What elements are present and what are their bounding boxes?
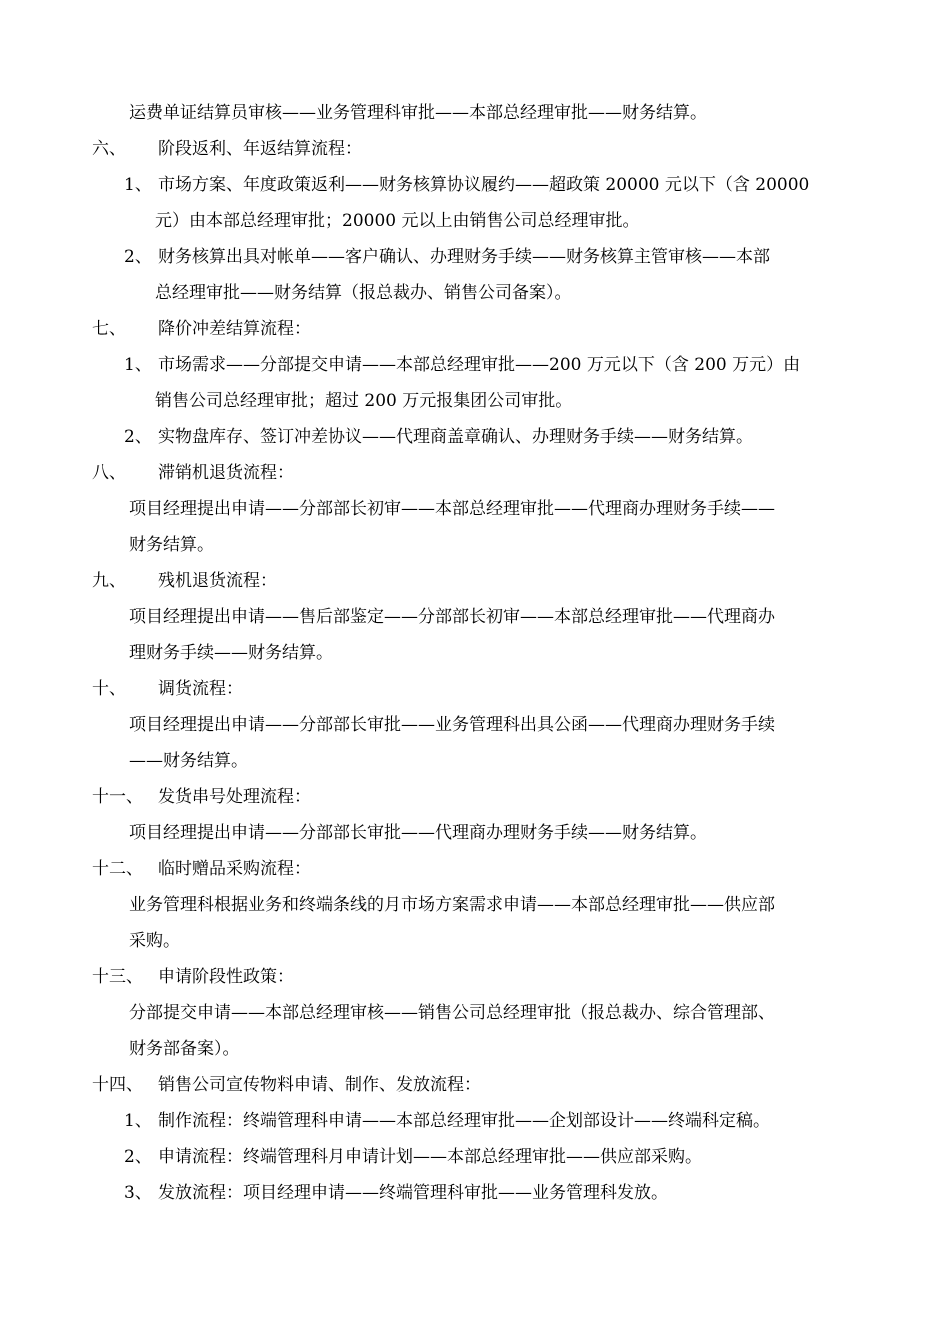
line-text: 财务结算。 bbox=[129, 535, 214, 555]
item-number: 十、 bbox=[92, 679, 126, 699]
paragraph-line bbox=[0, 743, 950, 779]
numbered-item bbox=[0, 1139, 950, 1175]
item-number: 七、 bbox=[92, 319, 126, 339]
line-text: 调货流程： bbox=[158, 679, 243, 699]
item-number: 1、 bbox=[124, 355, 152, 375]
numbered-item bbox=[0, 1103, 950, 1139]
line-text: 销售公司总经理审批；超过 200 万元报集团公司审批。 bbox=[155, 391, 573, 411]
paragraph-line bbox=[0, 491, 950, 527]
line-text: 业务管理科根据业务和终端条线的月市场方案需求申请——本部总经理审批——供应部 bbox=[129, 895, 775, 915]
paragraph-line bbox=[0, 995, 950, 1031]
item-number: 八、 bbox=[92, 463, 126, 483]
line-text: 阶段返利、年返结算流程： bbox=[158, 139, 362, 159]
line-text: 理财务手续——财务结算。 bbox=[129, 643, 333, 663]
line-text: 实物盘库存、签订冲差协议——代理商盖章确认、办理财务手续——财务结算。 bbox=[158, 427, 753, 447]
paragraph-line bbox=[0, 887, 950, 923]
line-text: 运费单证结算员审核——业务管理科审批——本部总经理审批——财务结算。 bbox=[129, 103, 707, 123]
section-heading bbox=[0, 671, 950, 707]
paragraph-line bbox=[0, 599, 950, 635]
item-number: 九、 bbox=[92, 571, 126, 591]
line-text: 采购。 bbox=[129, 931, 180, 951]
section-heading bbox=[0, 1067, 950, 1103]
line-text: 发货串号处理流程： bbox=[158, 787, 311, 807]
line-text: 制作流程：终端管理科申请——本部总经理审批——企划部设计——终端科定稿。 bbox=[158, 1111, 770, 1131]
item-number: 六、 bbox=[92, 139, 126, 159]
line-text: 申请流程：终端管理科月申请计划——本部总经理审批——供应部采购。 bbox=[158, 1147, 702, 1167]
item-number: 2、 bbox=[124, 247, 152, 267]
paragraph-line bbox=[0, 815, 950, 851]
section-heading bbox=[0, 311, 950, 347]
paragraph-line bbox=[0, 383, 950, 419]
line-text: 总经理审批——财务结算（报总裁办、销售公司备案）。 bbox=[155, 283, 572, 303]
numbered-item bbox=[0, 419, 950, 455]
paragraph-line bbox=[0, 635, 950, 671]
section-heading bbox=[0, 851, 950, 887]
item-number: 1、 bbox=[124, 1111, 152, 1131]
line-text: 残机退货流程： bbox=[158, 571, 277, 591]
section-heading bbox=[0, 455, 950, 491]
item-number: 2、 bbox=[124, 427, 152, 447]
item-number: 十四、 bbox=[92, 1075, 143, 1095]
line-text: 申请阶段性政策： bbox=[158, 967, 294, 987]
section-heading bbox=[0, 779, 950, 815]
line-text: 滞销机退货流程： bbox=[158, 463, 294, 483]
line-text: ——财务结算。 bbox=[129, 751, 248, 771]
paragraph-line bbox=[0, 707, 950, 743]
document-page bbox=[0, 95, 950, 1211]
line-text: 财务部备案）。 bbox=[129, 1039, 240, 1059]
line-text: 项目经理提出申请——分部部长初审——本部总经理审批——代理商办理财务手续—— bbox=[129, 499, 775, 519]
line-text: 项目经理提出申请——售后部鉴定——分部部长初审——本部总经理审批——代理商办 bbox=[129, 607, 775, 627]
section-heading bbox=[0, 959, 950, 995]
line-text: 项目经理提出申请——分部部长审批——代理商办理财务手续——财务结算。 bbox=[129, 823, 707, 843]
line-text: 分部提交申请——本部总经理审核——销售公司总经理审批（报总裁办、综合管理部、 bbox=[129, 1003, 775, 1023]
line-text: 元）由本部总经理审批；20000 元以上由销售公司总经理审批。 bbox=[155, 211, 640, 231]
numbered-item bbox=[0, 239, 950, 275]
item-number: 十一、 bbox=[92, 787, 143, 807]
paragraph-line bbox=[0, 95, 950, 131]
paragraph-line bbox=[0, 923, 950, 959]
line-text: 项目经理提出申请——分部部长审批——业务管理科出具公函——代理商办理财务手续 bbox=[129, 715, 775, 735]
line-text: 发放流程：项目经理申请——终端管理科审批——业务管理科发放。 bbox=[158, 1183, 668, 1203]
line-text: 销售公司宣传物料申请、制作、发放流程： bbox=[158, 1075, 481, 1095]
section-heading bbox=[0, 563, 950, 599]
line-text: 财务核算出具对帐单——客户确认、办理财务手续——财务核算主管审核——本部 bbox=[158, 247, 770, 267]
numbered-item bbox=[0, 347, 950, 383]
item-number: 1、 bbox=[124, 175, 152, 195]
section-heading bbox=[0, 131, 950, 167]
line-text: 市场方案、年度政策返利——财务核算协议履约——超政策 20000 元以下（含 20000 bbox=[158, 175, 810, 195]
paragraph-line bbox=[0, 275, 950, 311]
line-text: 市场需求——分部提交申请——本部总经理审批——200 万元以下（含 200 万元）由 bbox=[158, 355, 801, 375]
paragraph-line bbox=[0, 527, 950, 563]
numbered-item bbox=[0, 1175, 950, 1211]
line-text: 临时赠品采购流程： bbox=[158, 859, 311, 879]
item-number: 十二、 bbox=[92, 859, 143, 879]
item-number: 2、 bbox=[124, 1147, 152, 1167]
paragraph-line bbox=[0, 203, 950, 239]
paragraph-line bbox=[0, 1031, 950, 1067]
item-number: 3、 bbox=[124, 1183, 152, 1203]
line-text: 降价冲差结算流程： bbox=[158, 319, 311, 339]
numbered-item bbox=[0, 167, 950, 203]
item-number: 十三、 bbox=[92, 967, 143, 987]
